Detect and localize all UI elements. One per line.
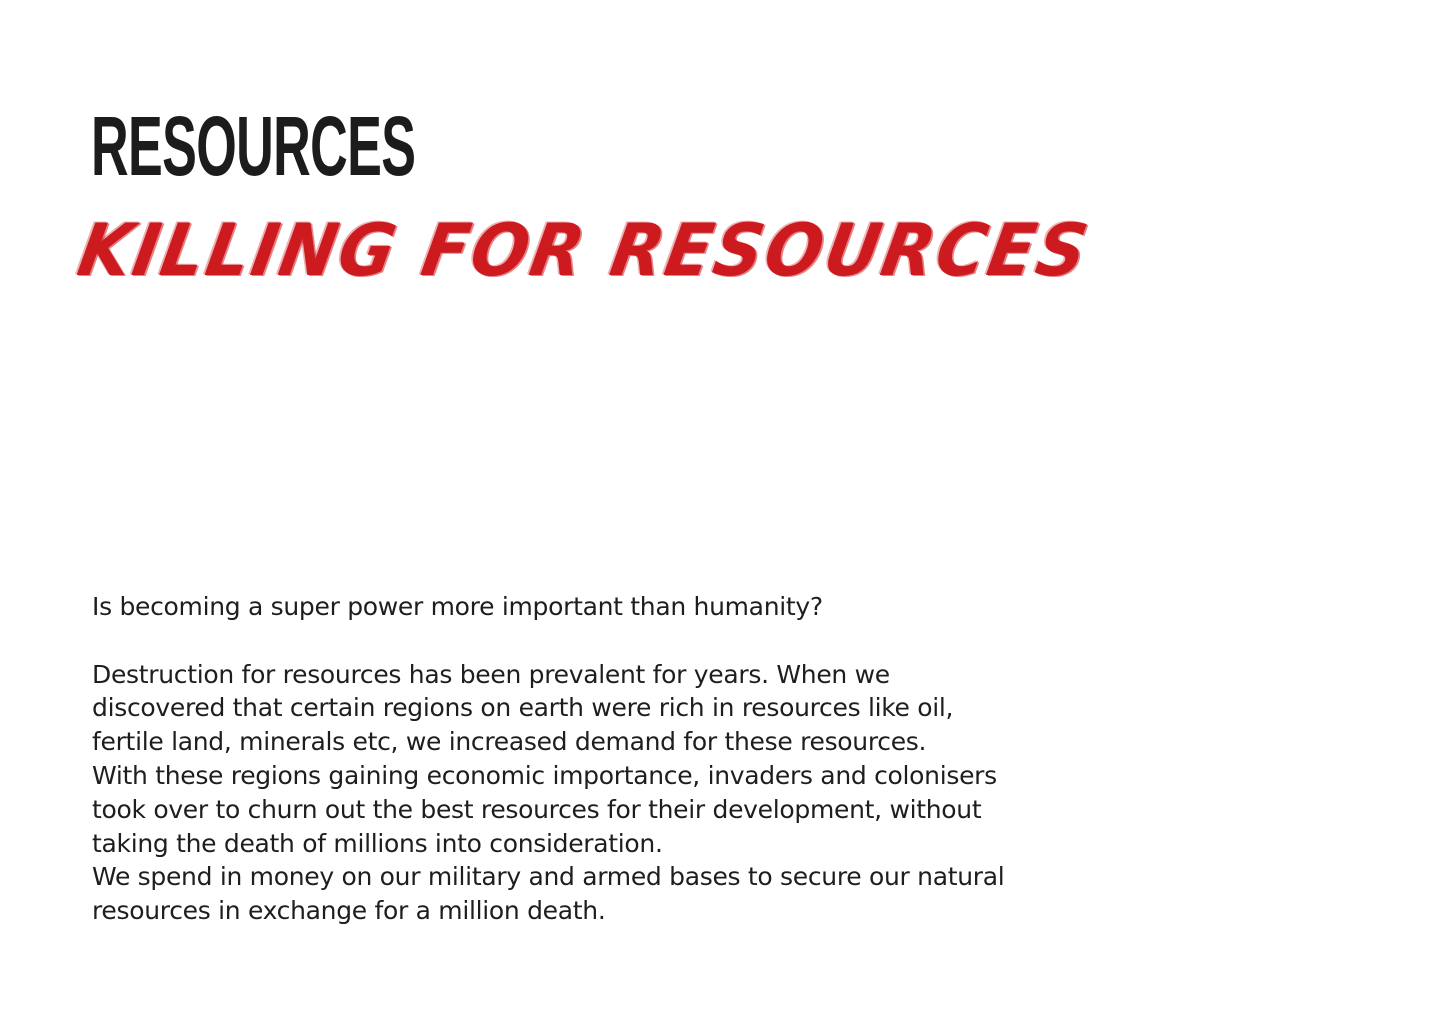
- body-line: resources in exchange for a million death.: [92, 896, 606, 926]
- body-line: fertile land, minerals etc, we increased demand for these resources.: [92, 727, 927, 757]
- page-subtitle: KILLING FOR RESOURCES: [72, 208, 1097, 292]
- body-line: We spend in money on our military and armed bases to secure our natural: [92, 862, 1005, 892]
- body-line: With these regions gaining economic importance, invaders and colonisers: [92, 760, 997, 790]
- paragraph-gap: [92, 624, 1092, 658]
- body-line: discovered that certain regions on earth were rich in resources like oil,: [92, 693, 954, 723]
- body-text: [92, 590, 1092, 928]
- body-line: Destruction for resources has been prevalent for years. When we: [92, 659, 890, 689]
- page-title: RESOURCES: [91, 99, 416, 193]
- question-line: Is becoming a super power more important than humanity?: [92, 592, 823, 621]
- body-line: taking the death of millions into consideration.: [92, 828, 663, 858]
- body-line: took over to churn out the best resources for their development, without: [92, 794, 982, 824]
